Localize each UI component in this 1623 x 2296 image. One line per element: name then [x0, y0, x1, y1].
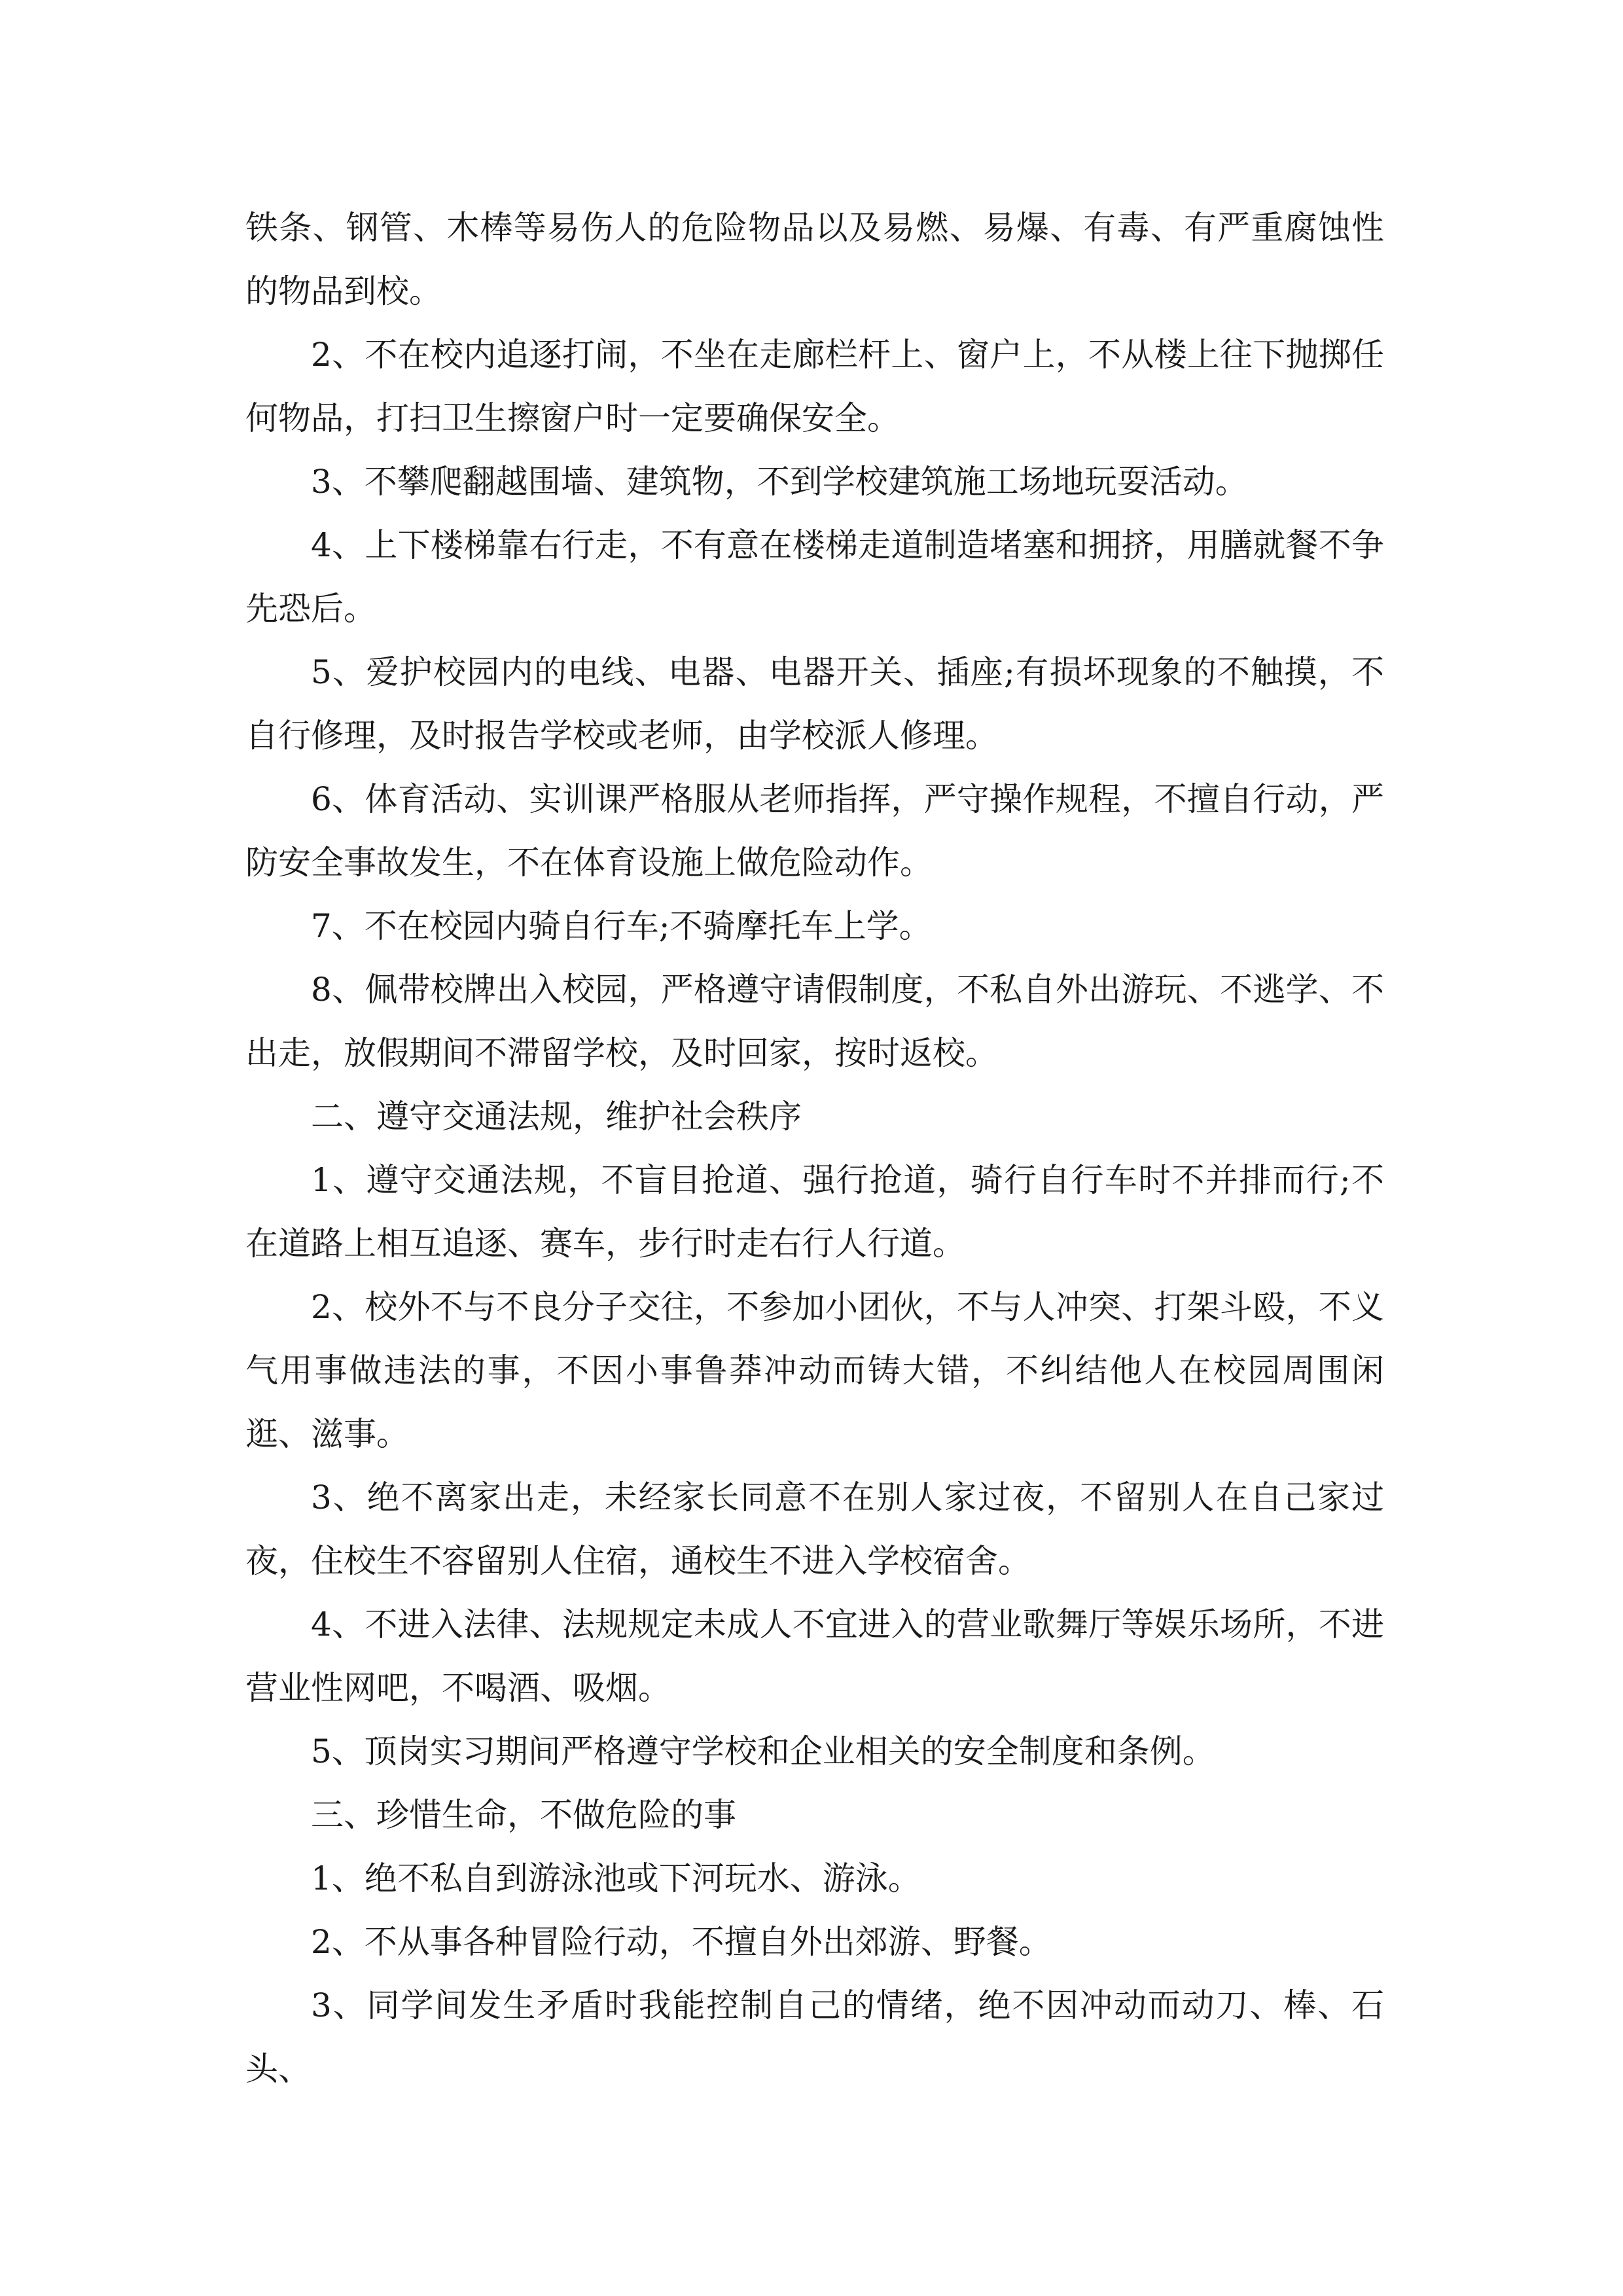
- section-heading-2: 二、遵守交通法规，维护社会秩序: [311, 1098, 802, 1136]
- paragraph-rule-3-2: 2、不从事各种冒险行动，不擅自外出郊游、野餐。: [311, 1923, 1052, 1961]
- paragraph-rule-1-5: 5、爱护校园内的电线、电器、电器开关、插座;有损坏现象的不触摸，不自行修理，及时报告学校或老师，由学校派人修理。: [245, 653, 1384, 755]
- paragraph-rule-1-3: 3、不攀爬翻越围墙、建筑物，不到学校建筑施工场地玩耍活动。: [311, 463, 1248, 501]
- paragraph-rule-1-6: 6、体育活动、实训课严格服从老师指挥，严守操作规程，不擅自行动，严防安全事故发生，不在体育设施上做危险动作。: [245, 780, 1384, 882]
- paragraph-rule-1-8: 8、佩带校牌出入校园，严格遵守请假制度，不私自外出游玩、不逃学、不出走，放假期间不滞留学校，及时回家，按时返校。: [245, 971, 1384, 1072]
- paragraph-rule-3-3: 3、同学间发生矛盾时我能控制自己的情绪，绝不因冲动而动刀、棒、石头、: [245, 1986, 1384, 2088]
- paragraph-rule-1-4: 4、上下楼梯靠右行走，不有意在楼梯走道制造堵塞和拥挤，用膳就餐不争先恐后。: [245, 526, 1384, 628]
- document-body: [245, 196, 1384, 2101]
- paragraph-rule-2-5: 5、顶岗实习期间严格遵守学校和企业相关的安全制度和条例。: [311, 1732, 1215, 1770]
- paragraph-rule-2-4: 4、不进入法律、法规规定未成人不宜进入的营业歌舞厅等娱乐场所，不进营业性网吧，不喝酒、吸烟。: [245, 1605, 1384, 1707]
- paragraph-rule-2-3: 3、绝不离家出走，未经家长同意不在别人家过夜，不留别人在自己家过夜，住校生不容留别人住宿，通校生不进入学校宿舍。: [245, 1479, 1384, 1580]
- section-heading-3: 三、珍惜生命，不做危险的事: [311, 1796, 736, 1834]
- paragraph-continuation: 铁条、钢管、木棒等易伤人的危险物品以及易燃、易爆、有毒、有严重腐蚀性的物品到校。: [245, 209, 1384, 310]
- paragraph-rule-1-2: 2、不在校内追逐打闹，不坐在走廊栏杆上、窗户上，不从楼上往下抛掷任何物品，打扫卫生擦窗户时一定要确保安全。: [245, 336, 1384, 437]
- paragraph-rule-2-2: 2、校外不与不良分子交往，不参加小团伙，不与人冲突、打架斗殴，不义气用事做违法的事，不因小事鲁莽冲动而铸大错，不纠结他人在校园周围闲逛、滋事。: [245, 1288, 1384, 1453]
- paragraph-rule-3-1: 1、绝不私自到游泳池或下河玩水、游泳。: [311, 1859, 921, 1897]
- paragraph-rule-1-7: 7、不在校园内骑自行车;不骑摩托车上学。: [311, 907, 932, 945]
- paragraph-rule-2-1: 1、遵守交通法规，不盲目抢道、强行抢道，骑行自行车时不并排而行;不在道路上相互追逐、赛车，步行时走右行人行道。: [245, 1161, 1384, 1263]
